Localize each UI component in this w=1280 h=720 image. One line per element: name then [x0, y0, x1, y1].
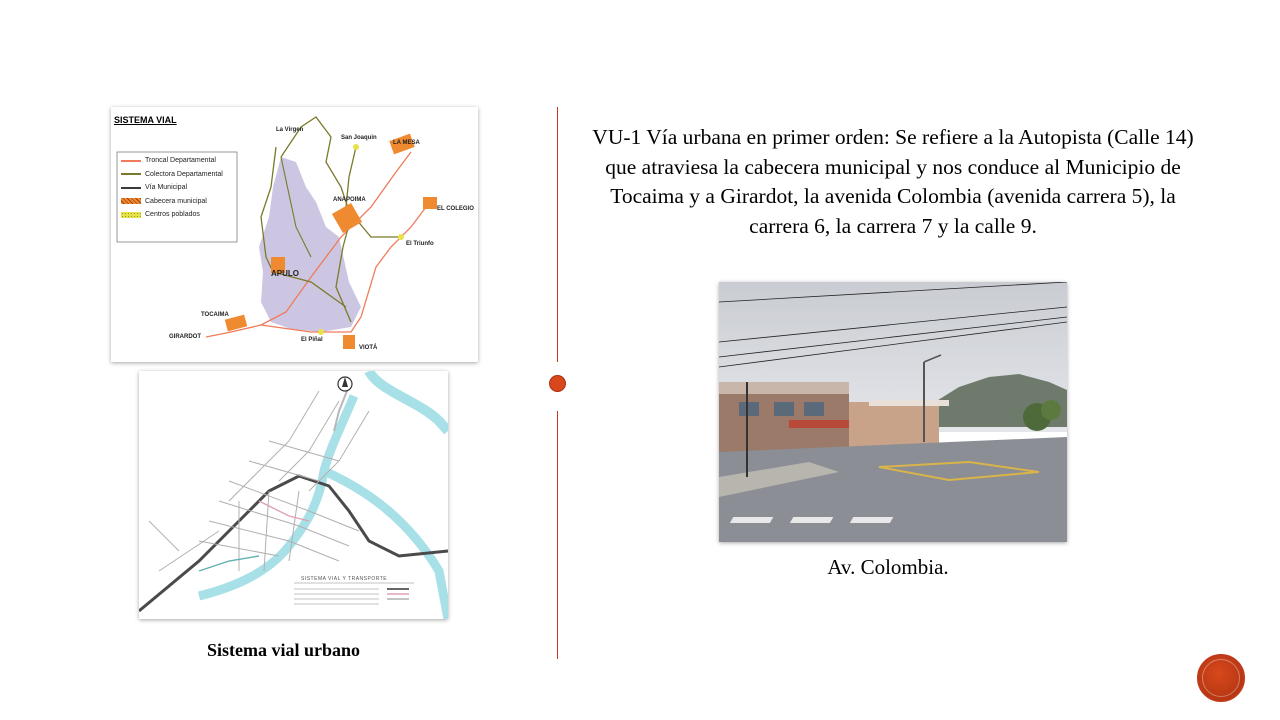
urban-map-legend-title: SISTEMA VIAL Y TRANSPORTE	[301, 576, 388, 582]
place-label: TOCAIMA	[201, 312, 229, 318]
legend-label: Cabecera municipal	[145, 197, 207, 205]
place-label: VIOTÁ	[359, 345, 378, 351]
place-label: La Virgen	[276, 127, 304, 133]
divider-dot	[549, 375, 566, 392]
place-label: LA MESA	[393, 140, 420, 146]
legend-item-cabecera	[121, 195, 223, 209]
street-photo	[719, 282, 1067, 542]
urban-road-map	[139, 371, 448, 619]
place-label: El Piñal	[301, 337, 323, 343]
legend-item-colectora	[121, 168, 223, 182]
place-label: San Joaquin	[341, 135, 377, 141]
legend-label: Troncal Departamental	[145, 157, 216, 165]
urban-map-caption: Sistema vial urbano	[206, 640, 361, 660]
line-swatch-icon	[121, 160, 141, 162]
map-legend	[121, 154, 223, 222]
next-slide-button[interactable]	[1197, 654, 1245, 702]
urban-map-drawing	[139, 371, 448, 619]
place-label: EL COLEGIO	[437, 206, 474, 212]
north-arrow-icon	[338, 377, 352, 391]
legend-label: Vía Municipal	[145, 184, 188, 192]
button-ring	[1202, 659, 1240, 697]
divider-bottom	[557, 411, 558, 659]
legend-item-centros	[121, 208, 223, 222]
photo-caption: Av. Colombia.	[827, 555, 949, 579]
legend-item-troncal	[121, 154, 223, 168]
line-swatch-icon	[121, 173, 141, 175]
dotted-swatch-icon	[121, 212, 141, 218]
place-label: El Triunfo	[406, 241, 434, 247]
regional-road-map	[111, 107, 478, 362]
line-swatch-icon	[121, 187, 141, 189]
place-label: ANAPOIMA	[333, 197, 366, 203]
hatched-swatch-icon	[121, 198, 141, 204]
place-label: GIRARDOT	[169, 334, 201, 340]
street-photo-drawing	[719, 282, 1067, 542]
body-text: VU-1 Vía urbana en primer orden: Se refiere a la Autopista (Calle 14) que atraviesa la cabecera municipal y nos conduce al Municipio de Tocaima y a Girardot, la avenida Colombia (avenida carrera 5), la carrera 6, la carrera 7 y la calle 9.	[592, 125, 1194, 238]
regional-map-drawing	[111, 107, 478, 362]
legend-label: Colectora Departamental	[145, 170, 223, 178]
legend-label: Centros poblados	[145, 211, 200, 219]
place-label: APULO	[271, 269, 299, 278]
divider-top	[557, 107, 558, 362]
legend-item-municipal	[121, 181, 223, 195]
regional-map-title: SISTEMA VIAL	[114, 115, 177, 125]
